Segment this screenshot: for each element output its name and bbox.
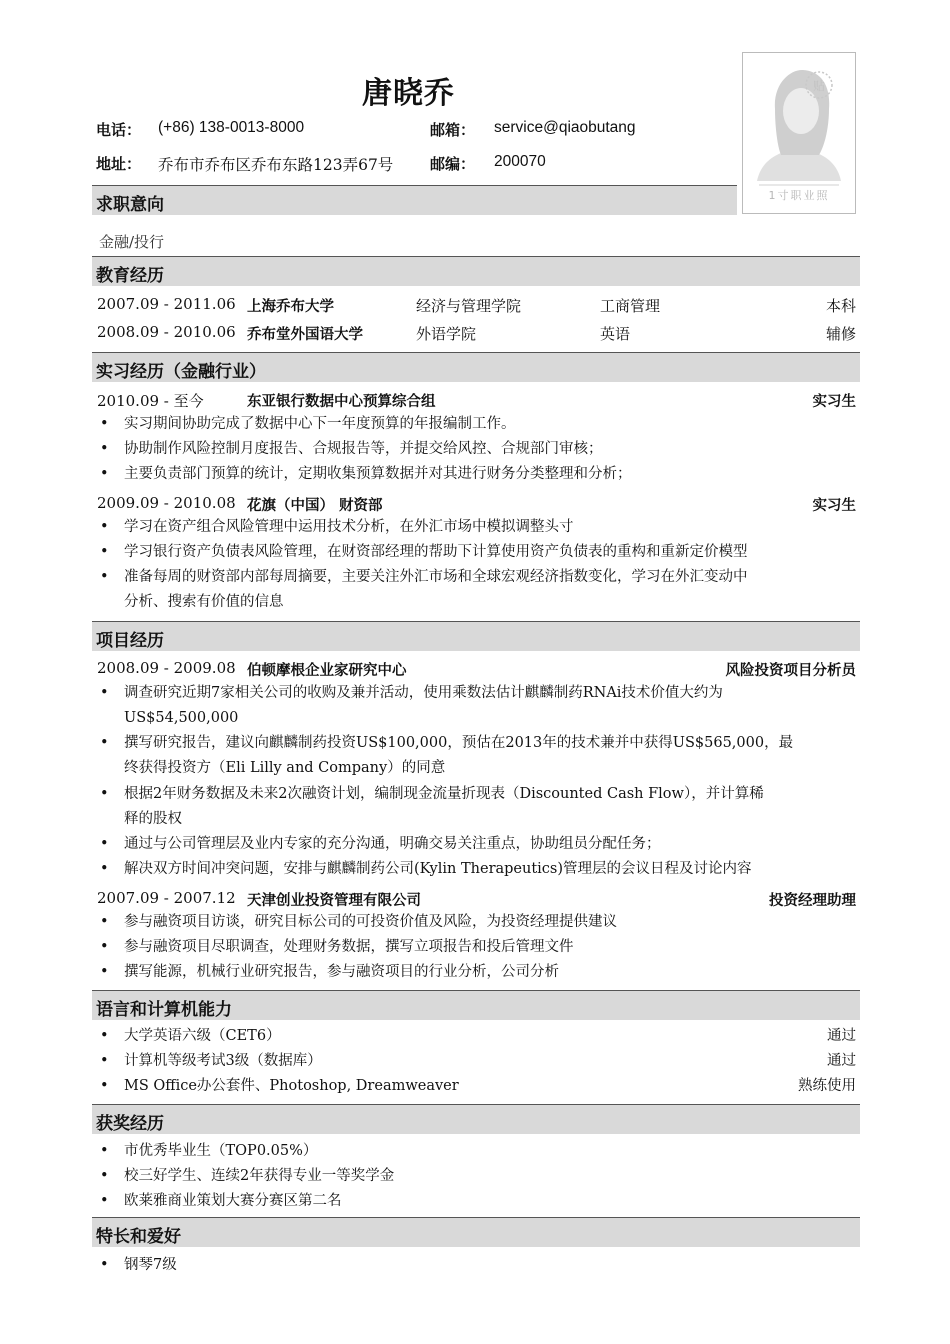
job-header (97, 889, 856, 911)
job-role: 实习生 (812, 498, 856, 514)
job-role: 风险投资项目分析员 (725, 663, 856, 679)
job-date: 2008.09 - 2009.08 (97, 659, 236, 677)
address-value: 乔布市乔布区乔布东路123弄67号 (158, 156, 394, 174)
email-value: service@qiaobutang (494, 119, 636, 136)
section-awards (92, 1104, 860, 1134)
job-org: 天津创业投资管理有限公司 (247, 893, 421, 909)
edu-degree: 辅修 (825, 325, 856, 343)
photo-placeholder[interactable] (742, 52, 856, 214)
education-row (97, 295, 856, 317)
address-label: 地址： (96, 155, 142, 173)
edu-school: 乔布堂外国语大学 (247, 327, 363, 343)
photo-stamp: 贴 (812, 79, 826, 93)
phone-label: 电话： (96, 121, 142, 139)
resume-page: 唐晓乔 电话： (+86) 138-0013-8000 邮箱： service@qiaobutang 地址： 乔布市乔布区乔布东路123弄67号 邮编： 200070 贴 1寸职业照 求职意向 金融/投行 教育经历 2007.09 - 2011.06 上海乔布大学 经济与管理学院 工商管理 本科 2008.09 - 2010.06 乔布堂外国语大学 外语学院 英语 辅修 实习经历（金融行业） 2010.09 - 至今 东亚银行数据中心预算综合组 实习生 • 实习期间协助完成了数据中心下一年度预算的年报编制工作。 • 协助制作风险控制月度报告、合规报告等，并提交给风控、合规部门审核； • 主要负责部门预算的统计，定期收集预算数据并对其进行财务分类整理和分析； 2009.09 - 2010.08 花旗（中国） 财资部 实习生 • 学习在资产组合风险管理中运用技术分析，在外汇市场中模拟调整头寸 • 学习银行资产负债表风险管理，在财资部经理的帮助下计算使用资产负债表的重构和重新定价模型 • 准备每周的财资部内部每周摘要，主要关注外汇市场和全球宏观经济指数变化，学习在外汇变动中 分析、搜索有价值的信息 项目经历 2008.09 - 2009.08 伯顿摩根企业家研究中心 风险投资项目分析员 • 调查研究近期7家相关公司的收购及兼并活动，使用乘数法估计麒麟制药RNAi技术价值大约为 US$54,500,000 • 撰写研究报告，建议向麒麟制药投资US$100,000，预估在2013年的技术兼并中获得US$565,000，最 终获得投资方（Eli Lilly and Company）的同意 • 根据2年财务数据及未来2次融资计划，编制现金流量折现表（Discounted Cash Flow），并计算稀 释的股权 • 通过与公司管理层及业内专家的充分沟通，明确交易关注重点，协助组员分配任务； • 解决双方时间冲突问题，安排与麒麟制药公司(Kylin Therapeutics)管理层的会议日程及讨论内容 2007.09 - 2007.12 天津创业投资管理有限公司 投资经理助理 • 参与融资项目访谈，研究目标公司的可投资价值及风险，为投资经理提供建议 • 参与融资项目尽职调查，处理财务数据，撰写立项报告和投后管理文件 • 撰写能源，机械行业研究报告，参与融资项目的行业分析，公司分析 语言和计算机能力 • 大学英语六级（CET6） 通过 • 计算机等级考试3级（数据库） 通过 • MS Office办公套件、Photoshop, Dreamweaver 熟练使用 获奖经历 • 市优秀毕业生（TOP0.05%） • 校三好学生、连续2年获得专业一等奖学金 • 欧莱雅商业策划大赛分赛区第二名 特长和爱好 • 钢琴7级 (92, 0, 860, 1344)
objective-row (97, 231, 856, 253)
job-date: 2009.09 - 2010.08 (97, 494, 236, 512)
phone-value: (+86) 138-0013-8000 (158, 119, 305, 136)
skill-level: 通过 (827, 1053, 856, 1069)
phone-line (96, 119, 141, 140)
candidate-name: 唐晓乔 (362, 76, 455, 111)
job-date: 2007.09 - 2007.12 (97, 889, 236, 907)
section-title: 特长和爱好 (96, 1227, 181, 1247)
job-org: 花旗（中国） 财资部 (247, 498, 383, 514)
job-header (97, 494, 856, 516)
section-title: 教育经历 (96, 266, 164, 286)
edu-major: 工商管理 (600, 297, 661, 315)
section-title: 实习经历（金融行业） (96, 362, 266, 382)
edu-degree: 本科 (825, 297, 856, 315)
section-title: 语言和计算机能力 (96, 1000, 232, 1020)
edu-school: 上海乔布大学 (247, 299, 334, 315)
section-title: 项目经历 (96, 631, 164, 651)
email-label: 邮箱： (430, 121, 476, 139)
section-projects (92, 621, 860, 651)
job-header (97, 659, 856, 681)
edu-major: 英语 (600, 325, 631, 343)
zip-value: 200070 (494, 153, 546, 170)
job-org: 伯顿摩根企业家研究中心 (247, 663, 407, 679)
section-skills (92, 990, 860, 1020)
edu-college: 外语学院 (416, 325, 477, 343)
objective-value: 金融/投行 (99, 233, 165, 251)
job-header (97, 390, 856, 412)
edu-date: 2007.09 - 2011.06 (97, 295, 236, 313)
section-objective (92, 185, 737, 215)
job-date: 2010.09 - 至今 (97, 392, 204, 410)
job-org: 东亚银行数据中心预算综合组 (247, 394, 436, 410)
section-title: 获奖经历 (96, 1114, 164, 1134)
job-role: 实习生 (812, 394, 856, 410)
section-title: 求职意向 (96, 195, 164, 215)
education-row (97, 323, 856, 345)
zip-label: 邮编： (430, 155, 476, 173)
edu-date: 2008.09 - 2010.06 (97, 323, 236, 341)
section-internship (92, 352, 860, 382)
skill-level: 熟练使用 (798, 1078, 856, 1094)
job-role: 投资经理助理 (769, 893, 856, 909)
photo-caption: 1寸职业照 (768, 189, 830, 202)
skill-level: 通过 (827, 1028, 856, 1044)
edu-college: 经济与管理学院 (416, 297, 522, 315)
section-education (92, 256, 860, 286)
section-hobbies (92, 1217, 860, 1247)
